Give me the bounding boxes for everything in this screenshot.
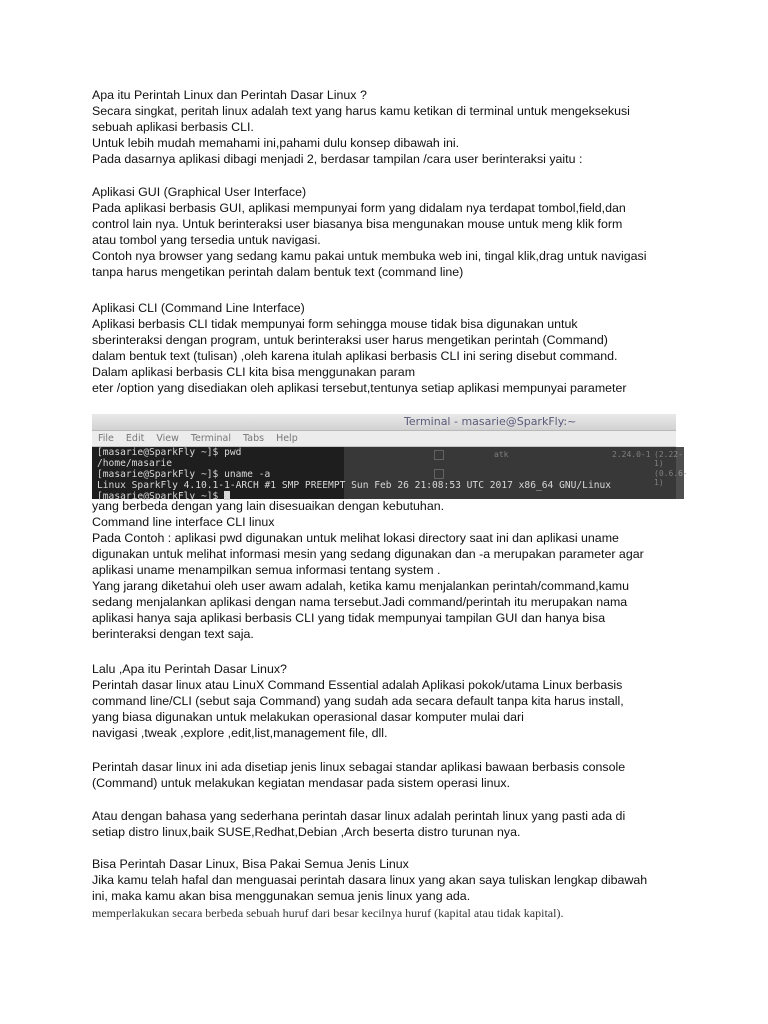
gui-section: [92, 184, 682, 280]
text-line: setiap distro linux,baik SUSE,Redhat,Debian ,Arch beserta distro turunan nya.: [92, 825, 521, 839]
terminal-menubar: [92, 431, 676, 447]
text-line: control lain nya. Untuk berinteraksi user biasanya bisa mengunakan mouse untuk meng klik form: [92, 217, 623, 231]
terminal-menu-terminal[interactable]: Terminal: [190, 433, 232, 444]
text-line: atau tombol yang tersedia untuk navigasi.: [92, 233, 321, 247]
text-line: Pada Contoh : aplikasi pwd digunakan untuk melihat lokasi directory saat ini dan aplikasi uname: [92, 531, 619, 545]
text-line: Perintah dasar linux ini ada disetiap jenis linux sebagai standar aplikasi bawaan berbasis console: [92, 760, 626, 774]
text-line: aplikasi hanya saja aplikasi berbasis CLI yang tidak mempunyai tampilan GUI dan hanya bisa: [92, 611, 606, 625]
text-line: berinteraksi dengan text saja.: [92, 627, 254, 641]
ghost-package-old: (0.6.6-1): [654, 469, 688, 487]
text-line: tanpa harus mengetikan perintah dalam bentuk text (command line): [92, 265, 464, 279]
text-line: Secara singkat, peritah linux adalah text yang harus kamu ketikan di terminal untuk mengeksekusi: [92, 104, 630, 118]
section-heading: Aplikasi GUI (Graphical User Interface): [92, 185, 307, 199]
terminal-line-text: [masarie@SparkFly ~]$ pwd: [97, 447, 242, 458]
terminal-line-text: /home/masarie: [97, 458, 173, 469]
text-line: Pada aplikasi berbasis GUI, aplikasi mempunyai form yang didalam nya terdapat tombol,field,dan: [92, 201, 626, 215]
terminal-body: [92, 447, 688, 502]
text-line: (Command) untuk melakukan kegiatan mendasar pada sistem operasi linux.: [92, 776, 511, 790]
terminal-line: [97, 447, 611, 458]
terminal-line: [97, 480, 611, 491]
text-line: yang berbeda dengan yang lain disesuaikan dengan kebutuhan.: [92, 499, 445, 513]
terminal-line: [97, 458, 611, 469]
text-line: navigasi ,tweak ,explore ,edit,list,management file, dll.: [92, 726, 388, 740]
text-line: eter /option yang disediakan oleh aplikasi tersebut,tentunya setiap aplikasi mempunyai parameter: [92, 381, 627, 395]
section-heading: Lalu ,Apa itu Perintah Dasar Linux?: [92, 662, 287, 676]
terminal-title: Terminal - masarie@SparkFly:~: [404, 415, 577, 428]
terminal-line-text: [masarie@SparkFly ~]$: [97, 491, 225, 502]
intro-section: [92, 87, 682, 167]
terminal-line-text: Linux SparkFly 4.10.1-1-ARCH #1 SMP PREEMPT Sun Feb 26 21:08:53 UTC 2017 x86_64 GNU/Linux: [97, 480, 612, 491]
text-line: Dalam aplikasi berbasis CLI kita bisa menggunakan param: [92, 365, 416, 379]
ghost-package-old: (2.22-1): [654, 450, 683, 468]
terminal-menu-tabs[interactable]: Tabs: [243, 433, 265, 444]
dasar-section: [92, 661, 682, 741]
section-heading: Bisa Perintah Dasar Linux, Bisa Pakai Semua Jenis Linux: [92, 857, 409, 871]
text-line: Pada dasarnya aplikasi dibagi menjadi 2, berdasar tampilan /cara user berinteraksi yaitu :: [92, 152, 583, 166]
text-line: yang biasa digunakan untuk melakukan operasional dasar komputer mulai dari: [92, 710, 524, 724]
terminal-menu-edit[interactable]: Edit: [125, 433, 145, 444]
semua-section: [92, 856, 682, 904]
text-line: sebuah aplikasi berbasis CLI.: [92, 120, 254, 134]
text-line: aplikasi uname menampilkan semua informasi tentang system .: [92, 563, 441, 577]
section-heading: Command line interface CLI linux: [92, 515, 275, 529]
text-line: sedang menjalankan aplikasi dengan nama tersebut.Jadi command/perintah itu merupakan nama: [92, 595, 628, 609]
terminal-menu-file[interactable]: File: [98, 433, 114, 444]
terminal-line-text: [masarie@SparkFly ~]$ uname -a: [97, 469, 271, 480]
text-line: Aplikasi berbasis CLI tidak mempunyai form sehingga mouse tidak bisa digunakan untuk: [92, 317, 578, 331]
terminal-output: [97, 447, 611, 502]
section-heading: Aplikasi CLI (Command Line Interface): [92, 301, 305, 315]
text-line: command line/CLI (sebut saja Command) yang sudah ada secara default tanpa kita harus install,: [92, 694, 624, 708]
cli-section: [92, 300, 682, 396]
text-line: sberinteraksi dengan program, untuk berinteraksi user harus mengetikan perintah (Command): [92, 333, 608, 347]
text-line: Atau dengan bahasa yang sederhana perintah dasar linux adalah perintah linux yang pasti ada di: [92, 809, 626, 823]
bahasa-section: [92, 808, 682, 840]
text-line: Perintah dasar linux atau LinuX Command Essential adalah Aplikasi pokok/utama Linux berbasis: [92, 678, 623, 692]
text-line: ini, maka kamu akan bisa menggunakan semua jenis linux yang ada.: [92, 889, 471, 903]
text-line: Untuk lebih mudah memahami ini,pahami dulu konsep dibawah ini.: [92, 136, 460, 150]
text-line: Contoh nya browser yang sedang kamu pakai untuk membuka web ini, tingal klik,drag untuk navigasi: [92, 249, 647, 263]
text-line: Jika kamu telah hafal dan menguasai perintah dasara linux yang akan saya tuliskan lengkap dibawah: [92, 873, 648, 887]
text-line: dalam bentuk text (tulisan) ,oleh karena itulah aplikasi berbasis CLI ini sering disebut command.: [92, 349, 618, 363]
terminal-menu-help[interactable]: Help: [276, 433, 298, 444]
after-terminal-section: [92, 498, 682, 642]
ghost-package-name: atk: [494, 450, 509, 459]
ghost-package-version: 2.24.0-1: [612, 450, 651, 459]
section-heading: Apa itu Perintah Linux dan Perintah Dasar Linux ?: [92, 88, 367, 102]
terminal-line: [97, 469, 611, 480]
terminal-screenshot: [92, 414, 688, 502]
terminal-menu-view[interactable]: View: [156, 433, 179, 444]
closing-line: memperlakukan secara berbeda sebuah huruf dari besar kecilnya huruf (kapital atau tidak kapital).: [92, 906, 564, 920]
distro-section: [92, 759, 682, 791]
terminal-titlebar: [92, 414, 676, 431]
text-line: Yang jarang diketahui oleh user awam adalah, ketika kamu menjalankan perintah/command,kamu: [92, 579, 630, 593]
text-line: digunakan untuk melihat informasi mesin yang sedang digunakan dan -a merupakan parameter agar: [92, 547, 644, 561]
